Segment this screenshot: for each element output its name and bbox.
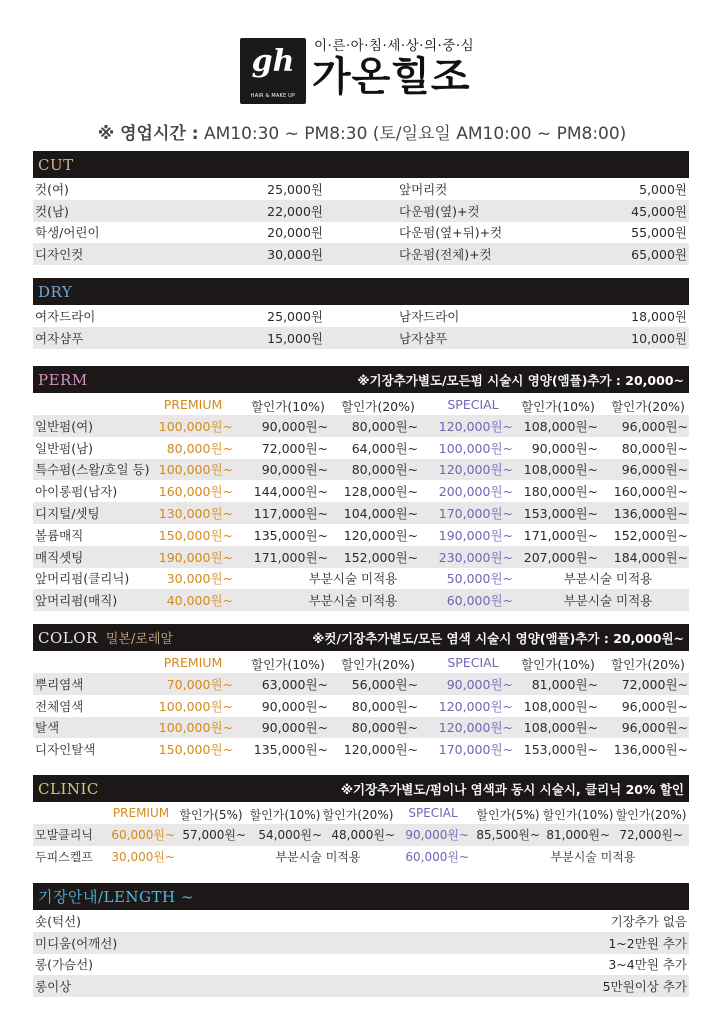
service-name: 다운펌(전체)+컷	[399, 247, 492, 263]
price-value: 108,000원~	[523, 418, 598, 434]
price-row	[33, 415, 689, 437]
service-name: 뿌리염색	[35, 676, 84, 692]
price-value: 80,000원~	[166, 440, 233, 456]
price-value: 171,000원~	[253, 549, 328, 565]
price-value: 160,000원~	[613, 484, 688, 500]
price-row	[33, 222, 689, 244]
price-value: 120,000원~	[438, 720, 513, 736]
service-price: 30,000원	[267, 247, 323, 263]
price-value: 63,000원~	[261, 676, 328, 692]
column-header: SPECIAL	[408, 806, 458, 820]
length-row	[33, 954, 689, 976]
price-row	[33, 459, 689, 481]
price-row	[33, 480, 689, 502]
price-value: 120,000원~	[343, 527, 418, 543]
service-name: 여자드라이	[35, 308, 96, 324]
price-value: 108,000원~	[523, 698, 598, 714]
price-value: 135,000원~	[253, 527, 328, 543]
price-value: 64,000원~	[351, 440, 418, 456]
column-header: 할인가(20%)	[341, 657, 415, 672]
price-row	[33, 695, 689, 717]
price-row	[33, 178, 689, 200]
price-value: 72,000원~	[261, 440, 328, 456]
service-name: 특수펌(스왈/호일 등)	[35, 462, 150, 478]
price-value: 50,000원~	[446, 571, 513, 587]
price-value: 100,000원~	[158, 698, 233, 714]
cut-section	[33, 151, 689, 265]
price-value: 80,000원~	[351, 720, 418, 736]
price-value: 117,000원~	[253, 506, 328, 522]
color-header	[33, 624, 689, 651]
price-value: 60,000원~	[111, 828, 175, 843]
service-price: 10,000원	[631, 330, 687, 346]
column-header: 할인가(10%)	[251, 399, 325, 414]
price-value: 96,000원~	[621, 418, 688, 434]
price-value: 184,000원~	[613, 549, 688, 565]
price-value: 207,000원~	[523, 549, 598, 565]
service-name: 남자샴푸	[399, 330, 448, 346]
price-value: 90,000원~	[261, 720, 328, 736]
price-value: 104,000원~	[343, 506, 418, 522]
price-value: 128,000원~	[343, 484, 418, 500]
service-name: 탈색	[35, 720, 60, 736]
clinic-section	[33, 775, 689, 868]
section-title: COLOR	[38, 628, 98, 647]
service-price: 25,000원	[267, 308, 323, 324]
service-price: 45,000원	[631, 203, 687, 219]
price-row	[33, 717, 689, 739]
price-row	[33, 846, 689, 868]
service-name: 디지털/셋팅	[35, 506, 100, 522]
hours-label: ※ 영업시간 :	[97, 124, 199, 144]
section-title: DRY	[38, 282, 73, 301]
price-value: 120,000원~	[438, 462, 513, 478]
price-row	[33, 589, 689, 611]
price-value: 90,000원~	[531, 440, 598, 456]
price-value: 100,000원~	[158, 720, 233, 736]
service-name: 컷(여)	[35, 181, 69, 197]
price-value: 200,000원~	[438, 484, 513, 500]
service-price: 22,000원	[267, 203, 323, 219]
price-row	[33, 568, 689, 590]
price-value: 230,000원~	[438, 549, 513, 565]
column-header-row	[33, 393, 689, 415]
price-row	[33, 524, 689, 546]
service-name: 일반펌(남)	[35, 440, 94, 456]
service-name: 앞머리컷	[399, 181, 448, 197]
business-hours	[0, 119, 724, 144]
column-header: 할인가(10%)	[249, 808, 321, 822]
price-value: 152,000원~	[613, 527, 688, 543]
length-extra: 5만원이상 추가	[602, 979, 687, 995]
dry-header	[33, 278, 689, 305]
section-title: CLINIC	[38, 779, 99, 798]
column-header: 할인가(10%)	[521, 657, 595, 672]
column-header: 할인가(20%)	[322, 808, 394, 822]
section-title: CUT	[38, 155, 74, 174]
price-row	[33, 738, 689, 760]
column-header: SPECIAL	[447, 397, 499, 412]
price-value: 100,000원~	[158, 418, 233, 434]
service-name: 디자인컷	[35, 247, 84, 263]
price-value: 170,000원~	[438, 742, 513, 758]
service-name: 아이롱펌(남자)	[35, 484, 118, 500]
price-value: 120,000원~	[438, 698, 513, 714]
column-header-row	[33, 802, 689, 824]
service-price: 15,000원	[267, 330, 323, 346]
logo-monogram: gh	[251, 44, 295, 79]
perm-note: ※기장추가별도/모든펌 시술시 영양(앰플)추가 : 20,000~	[357, 372, 684, 388]
service-name: 일반펌(여)	[35, 418, 94, 434]
service-name: 전체염색	[35, 698, 84, 714]
perm-section	[33, 366, 689, 611]
service-name: 앞머리펌(매직)	[35, 593, 118, 609]
column-header: PREMIUM	[163, 655, 223, 670]
price-value: 171,000원~	[523, 527, 598, 543]
price-value: 136,000원~	[613, 742, 688, 758]
service-price: 25,000원	[267, 181, 323, 197]
price-value: 120,000원~	[343, 742, 418, 758]
price-value: 81,000원~	[546, 828, 610, 843]
service-name: 매직셋팅	[35, 549, 84, 565]
price-value: 96,000원~	[621, 698, 688, 714]
service-name: 두피스켈프	[35, 850, 93, 865]
price-value: 72,000원~	[619, 828, 683, 843]
service-price: 20,000원	[267, 225, 323, 241]
price-value: 30,000원~	[111, 850, 175, 865]
color-note: ※컷/기장추가별도/모든 염색 시술시 영양(앰플)추가 : 20,000원~	[312, 630, 684, 646]
price-value: 80,000원~	[621, 440, 688, 456]
column-header: 할인가(20%)	[611, 399, 685, 414]
column-header-row	[33, 651, 689, 673]
length-name: 롱이상	[35, 979, 72, 995]
column-header: 할인가(5%)	[476, 808, 540, 822]
price-value: 96,000원~	[621, 720, 688, 736]
partial-note: 부분시술 미적용	[308, 593, 398, 609]
service-price: 18,000원	[631, 308, 687, 324]
price-value: 80,000원~	[351, 462, 418, 478]
color-section	[33, 624, 689, 760]
service-name: 모발클리닉	[35, 828, 93, 843]
price-value: 100,000원~	[158, 462, 233, 478]
length-extra: 기장추가 없음	[610, 913, 687, 929]
service-price: 5,000원	[639, 181, 687, 197]
price-value: 90,000원~	[446, 676, 513, 692]
partial-note: 부분시술 미적용	[550, 850, 636, 865]
price-value: 90,000원~	[261, 698, 328, 714]
price-value: 190,000원~	[158, 549, 233, 565]
price-value: 60,000원~	[405, 850, 469, 865]
price-value: 153,000원~	[523, 506, 598, 522]
price-value: 70,000원~	[166, 676, 233, 692]
price-value: 136,000원~	[613, 506, 688, 522]
service-name: 다운펌(옆)+컷	[399, 203, 480, 219]
column-header: 할인가(10%)	[542, 808, 614, 822]
column-header: 할인가(20%)	[341, 399, 415, 414]
price-value: 90,000원~	[405, 828, 469, 843]
service-name: 디자인탈색	[35, 742, 96, 758]
dry-section	[33, 278, 689, 349]
price-value: 180,000원~	[523, 484, 598, 500]
service-name: 남자드라이	[399, 308, 460, 324]
price-value: 56,000원~	[351, 676, 418, 692]
price-value: 144,000원~	[253, 484, 328, 500]
length-row	[33, 910, 689, 932]
length-extra: 1~2만원 추가	[608, 935, 687, 951]
partial-note: 부분시술 미적용	[563, 571, 653, 587]
logo-tagline: 이·른·아·침·세·상·의·중·심	[314, 38, 475, 54]
column-header: 할인가(20%)	[615, 808, 687, 822]
column-header: PREMIUM	[163, 397, 223, 412]
price-value: 108,000원~	[523, 720, 598, 736]
column-header: PREMIUM	[112, 806, 170, 820]
column-header: 할인가(10%)	[251, 657, 325, 672]
price-value: 160,000원~	[158, 484, 233, 500]
price-value: 150,000원~	[158, 742, 233, 758]
price-value: 120,000원~	[438, 418, 513, 434]
price-value: 170,000원~	[438, 506, 513, 522]
price-value: 30,000원~	[166, 571, 233, 587]
price-row	[33, 200, 689, 222]
length-row	[33, 932, 689, 954]
service-name: 컷(남)	[35, 203, 69, 219]
hours-text: AM10:30 ~ PM8:30 (토/일요일 AM10:00 ~ PM8:00)	[203, 124, 627, 144]
partial-note: 부분시술 미적용	[563, 593, 653, 609]
price-value: 60,000원~	[446, 593, 513, 609]
brand-logo	[240, 32, 490, 110]
service-price: 55,000원	[631, 225, 687, 241]
price-value: 100,000원~	[438, 440, 513, 456]
partial-note: 부분시술 미적용	[308, 571, 398, 587]
section-title: PERM	[38, 370, 88, 389]
price-value: 90,000원~	[261, 462, 328, 478]
section-title: 기장안내/LENGTH ~	[38, 888, 194, 906]
price-value: 40,000원~	[166, 593, 233, 609]
price-row	[33, 824, 689, 846]
salon-name: 가온힐조	[312, 54, 471, 100]
partial-note: 부분시술 미적용	[275, 850, 361, 865]
price-value: 72,000원~	[621, 676, 688, 692]
column-header: 할인가(10%)	[521, 399, 595, 414]
length-section	[33, 883, 689, 997]
clinic-note: ※기장추가별도/펌이나 염색과 동시 시술시, 클리닉 20% 할인	[340, 781, 684, 797]
price-value: 153,000원~	[523, 742, 598, 758]
price-value: 57,000원~	[182, 828, 246, 843]
service-name: 앞머리펌(클리닉)	[35, 571, 130, 587]
column-header: SPECIAL	[447, 655, 499, 670]
length-name: 롱(가슴선)	[35, 957, 94, 973]
clinic-header	[33, 775, 689, 802]
price-value: 135,000원~	[253, 742, 328, 758]
price-value: 85,500원~	[476, 828, 540, 843]
price-row	[33, 243, 689, 265]
price-value: 81,000원~	[531, 676, 598, 692]
price-value: 190,000원~	[438, 527, 513, 543]
price-value: 152,000원~	[343, 549, 418, 565]
service-name: 학생/어린이	[35, 225, 100, 241]
price-value: 48,000원~	[331, 828, 395, 843]
length-header	[33, 883, 689, 910]
price-row	[33, 305, 689, 327]
color-brand: 밀본/로레알	[105, 632, 173, 647]
column-header: 할인가(5%)	[179, 808, 243, 822]
length-name: 미디움(어깨선)	[35, 935, 118, 951]
price-row	[33, 327, 689, 349]
cut-header	[33, 151, 689, 178]
price-row	[33, 546, 689, 568]
service-price: 65,000원	[631, 247, 687, 263]
service-name: 다운펌(옆+뒤)+컷	[399, 225, 503, 241]
service-name: 볼륨매직	[35, 527, 84, 543]
price-row	[33, 673, 689, 695]
logo-mark	[240, 38, 306, 104]
price-value: 54,000원~	[258, 828, 322, 843]
length-extra: 3~4만원 추가	[608, 957, 687, 973]
price-value: 80,000원~	[351, 698, 418, 714]
price-value: 108,000원~	[523, 462, 598, 478]
length-row	[33, 975, 689, 997]
price-value: 90,000원~	[261, 418, 328, 434]
price-row	[33, 502, 689, 524]
column-header: 할인가(20%)	[611, 657, 685, 672]
price-value: 96,000원~	[621, 462, 688, 478]
price-row	[33, 437, 689, 459]
price-value: 150,000원~	[158, 527, 233, 543]
price-value: 130,000원~	[158, 506, 233, 522]
perm-header	[33, 366, 689, 393]
price-value: 80,000원~	[351, 418, 418, 434]
service-name: 여자샴푸	[35, 330, 84, 346]
length-name: 숏(턱선)	[35, 913, 81, 929]
logo-subtitle: HAIR & MAKE UP	[250, 93, 296, 99]
